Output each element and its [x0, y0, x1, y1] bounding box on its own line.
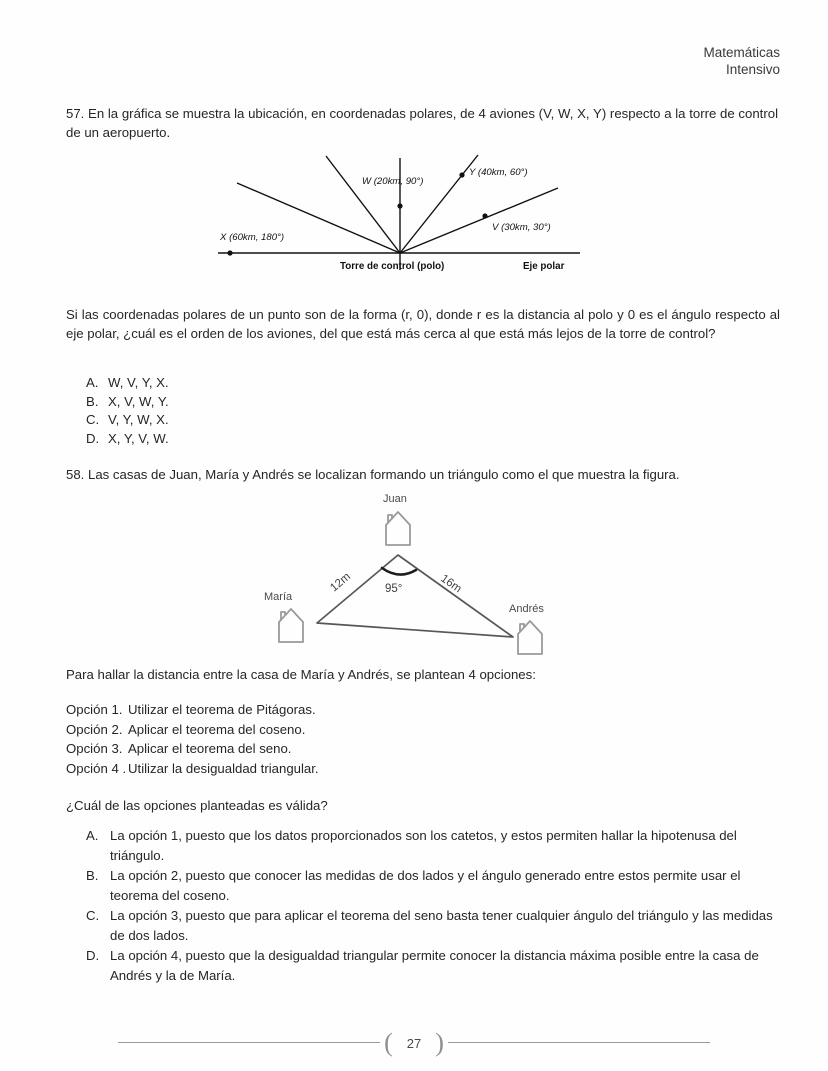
page-footer	[0, 1020, 828, 1070]
question-58-prompt: ¿Cuál de las opciones planteadas es válida?	[66, 798, 328, 813]
ray-v	[400, 188, 558, 253]
brace-right-icon: )	[435, 1028, 444, 1057]
angle-arc	[382, 568, 416, 575]
opcion-row	[66, 700, 586, 720]
option-row[interactable]	[86, 866, 786, 905]
polar-coordinates-figure	[180, 150, 620, 280]
ray-y	[400, 155, 478, 253]
option-letter: A.	[86, 375, 99, 390]
opcion-row	[66, 759, 586, 779]
house-icon-maria	[279, 609, 303, 642]
question-58-stem: 58. Las casas de Juan, María y Andrés se localizan formando un triángulo como el que muestra la figura.	[66, 467, 680, 482]
option-text: X, V, W, Y.	[108, 393, 169, 409]
option-letter: B.	[86, 393, 99, 409]
option-letter: D.	[86, 430, 100, 446]
footer-rule-right	[448, 1042, 710, 1043]
option-row[interactable]	[86, 906, 786, 945]
option-letter: C.	[86, 412, 100, 428]
option-letter: A.	[86, 828, 99, 843]
header-subject: Matemáticas	[703, 45, 780, 60]
opcion-text: Utilizar la desigualdad triangular.	[128, 760, 319, 776]
opcion-label: Opción 1.	[66, 702, 123, 717]
question-58-options	[86, 826, 786, 986]
option-row[interactable]	[86, 393, 486, 412]
option-row[interactable]	[86, 946, 786, 985]
opcion-text: Utilizar el teorema de Pitágoras.	[128, 702, 316, 717]
footer-page-indicator	[384, 1030, 444, 1056]
page-header	[703, 44, 780, 78]
option-text: X, Y, V, W.	[108, 430, 169, 446]
option-letter: B.	[86, 868, 99, 883]
label-andres: Andrés	[509, 603, 544, 615]
point-y-dot	[459, 172, 464, 177]
point-v-dot	[482, 213, 487, 218]
option-row[interactable]	[86, 374, 486, 393]
option-text: La opción 3, puesto que para aplicar el teorema del seno basta tener cualquier ángulo del triángulo y las medidas de dos lados.	[110, 908, 773, 943]
label-juan: Juan	[383, 493, 407, 505]
triangle-outline	[317, 555, 513, 637]
label-side-right: 16m	[438, 572, 464, 596]
label-y: Y (40km, 60°)	[469, 167, 528, 178]
label-pole: Torre de control (polo)	[340, 261, 445, 272]
label-angle: 95°	[385, 583, 403, 595]
option-text: La opción 4, puesto que la desigualdad triangular permite conocer la distancia máxima posible entre la casa de Andrés y la de María.	[110, 948, 759, 983]
opcion-row	[66, 739, 586, 759]
option-text: W, V, Y, X.	[108, 375, 169, 390]
opcion-label: Opción 4 .	[66, 760, 127, 776]
option-letter: C.	[86, 908, 100, 923]
option-row[interactable]	[86, 826, 786, 865]
point-w-dot	[397, 203, 402, 208]
label-w: W (20km, 90°)	[362, 176, 424, 187]
opcion-text: Aplicar el teorema del coseno.	[128, 721, 306, 737]
label-x: X (60km, 180°)	[220, 232, 285, 243]
opciones-list	[66, 700, 586, 778]
opcion-label: Opción 2.	[66, 721, 123, 737]
label-v: V (30km, 30°)	[492, 222, 551, 233]
question-57-options	[86, 374, 486, 448]
brace-left-icon: (	[384, 1028, 393, 1057]
label-polar-axis: Eje polar	[523, 261, 565, 272]
opcion-row	[66, 720, 586, 740]
question-57-prompt: Si las coordenadas polares de un punto son de la forma (r, 0), donde r es la distancia al polo y 0 es el ángulo respecto al eje polar, ¿cuál es el orden de los aviones, del que está más cerca al que está más lejos de la torre de control?	[66, 307, 780, 341]
house-icon-juan	[386, 512, 410, 545]
option-letter: D.	[86, 948, 100, 963]
question-57-stem: 57. En la gráfica se muestra la ubicación, en coordenadas polares, de 4 aviones (V, W, X, Y) respecto a la torre de control de un aeropuerto.	[66, 106, 778, 140]
option-text: La opción 2, puesto que conocer las medidas de dos lados y el ángulo generado entre estos permite usar el teorema del coseno.	[110, 868, 741, 903]
option-text: V, Y, W, X.	[108, 412, 169, 428]
label-maria: María	[264, 591, 293, 603]
page-number: 27	[406, 1035, 422, 1051]
ray-steep-left	[326, 156, 400, 253]
house-icon-andres	[518, 621, 542, 654]
question-58-intro: Para hallar la distancia entre la casa de María y Andrés, se plantean 4 opciones:	[66, 667, 536, 682]
triangle-houses-figure	[255, 492, 595, 657]
point-x-dot	[227, 250, 232, 255]
footer-rule-left	[118, 1042, 380, 1043]
opcion-text: Aplicar el teorema del seno.	[128, 741, 292, 757]
header-level: Intensivo	[725, 62, 780, 77]
option-row[interactable]	[86, 430, 486, 449]
option-row[interactable]	[86, 411, 486, 430]
label-side-left: 12m	[328, 570, 354, 595]
opcion-label: Opción 3.	[66, 741, 123, 757]
option-text: La opción 1, puesto que los datos proporcionados son los catetos, y estos permiten hallar la hipotenusa del triángulo.	[110, 828, 737, 863]
